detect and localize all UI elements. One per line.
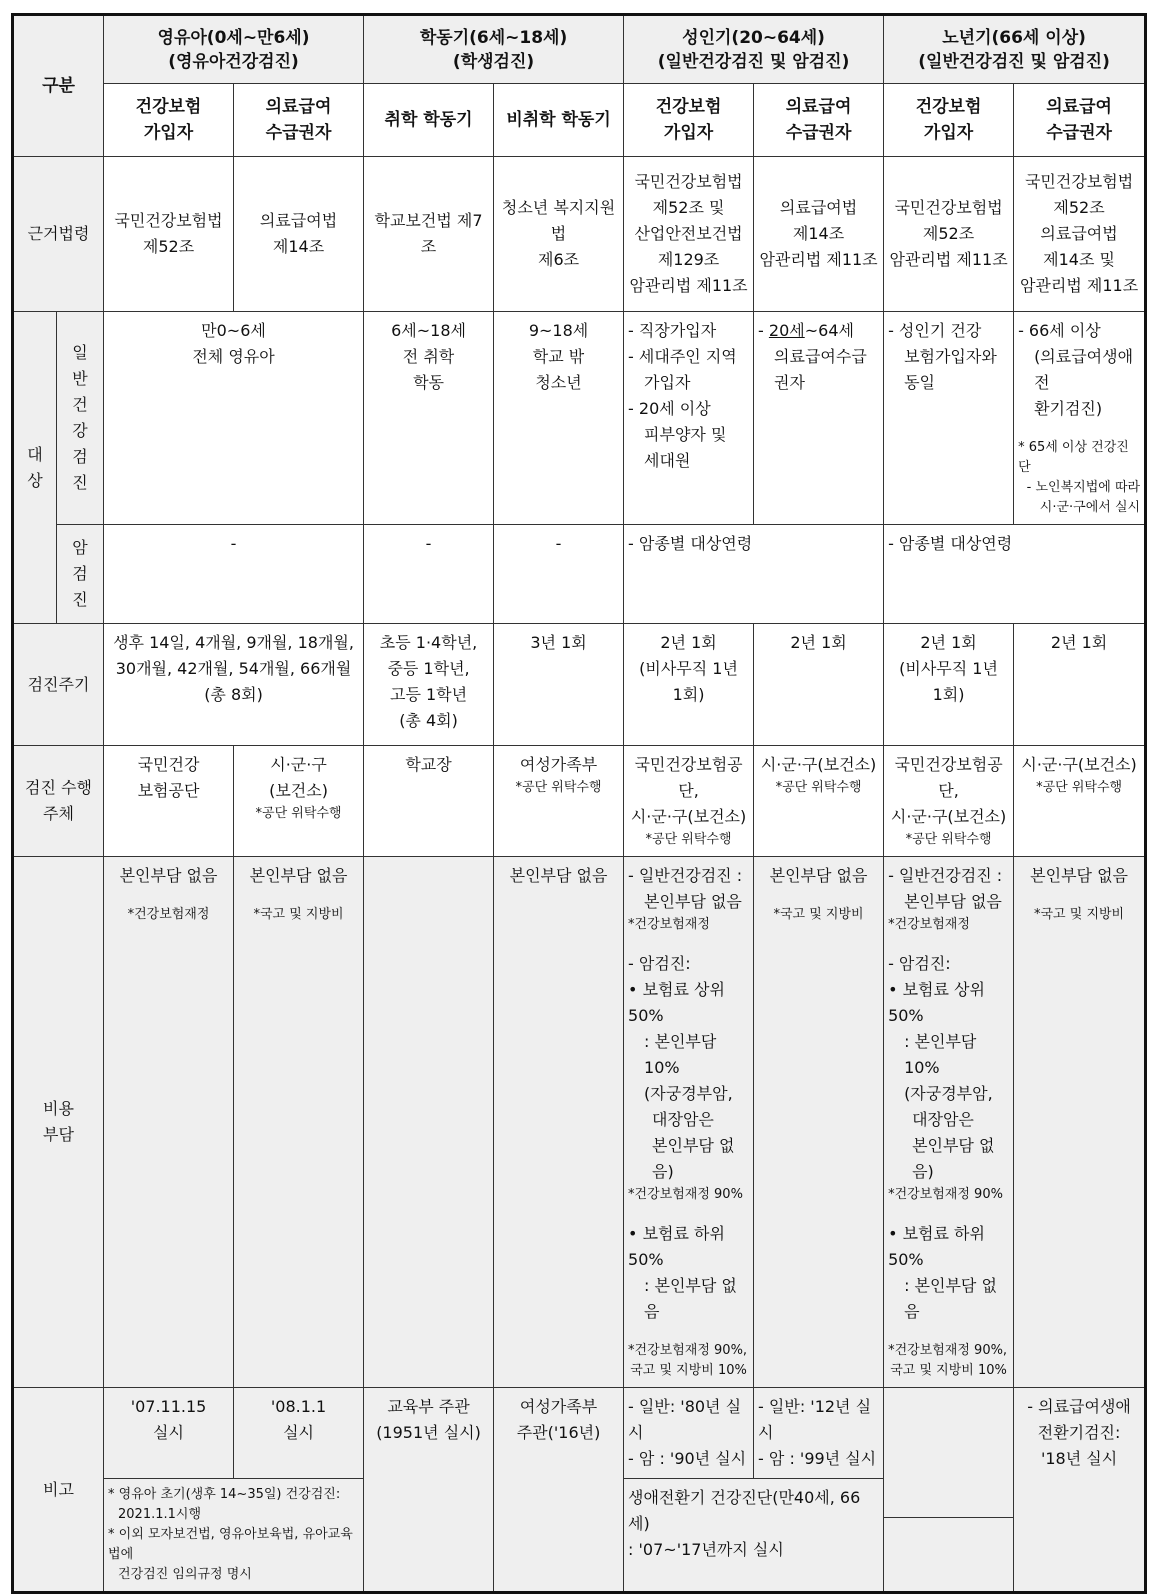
- sub-elder-ins: 건강보험 가입자: [884, 84, 1014, 157]
- cost-adult-ins: - 일반건강검진 : 본인부담 없음 *건강보험재정 - 암검진: • 보험료 상위 50% : 본인부담 10% (자궁경부암, 대장암은 본인부담 없음) *건강보험재정 90% • 보험료 하위 50% : 본인부담 없음 *건강보험재정 90%, 국고 및 지방비 10%: [624, 857, 754, 1388]
- remarks-elder-ins-bottom: [884, 1518, 1014, 1593]
- cycle-school-out: 3년 1회: [494, 624, 624, 746]
- sub-adult-ins: 건강보험 가입자: [624, 84, 754, 157]
- header-elderly: 노년기(66세 이상) (일반건강검진 및 암검진): [884, 15, 1146, 84]
- remarks-school-in: 교육부 주관 (1951년 실시): [364, 1388, 494, 1593]
- remarks-elder-ins: [884, 1388, 1014, 1518]
- agent-school-out: 여성가족부 *공단 위탁수행: [494, 746, 624, 857]
- header-infant: 영유아(0세~만6세) (영유아건강검진): [104, 15, 364, 84]
- law-adult-med: 의료급여법 제14조 암관리법 제11조: [754, 157, 884, 312]
- cancer-infant: -: [104, 525, 364, 624]
- cancer-school-out: -: [494, 525, 624, 624]
- row-label-law: 근거법령: [13, 157, 104, 312]
- cycle-school-in: 초등 1·4학년, 중등 1학년, 고등 1학년 (총 4회): [364, 624, 494, 746]
- law-elder-ins: 국민건강보험법 제52조 암관리법 제11조: [884, 157, 1014, 312]
- target-elder-med: - 66세 이상 (의료급여생애전 환기검진) * 65세 이상 건강진단 - 노인복지법에 따라 시·군·구에서 실시: [1014, 312, 1146, 525]
- row-label-cost: 비용 부담: [13, 857, 104, 1388]
- row-label-agent: 검진 수행 주체: [13, 746, 104, 857]
- header-school: 학동기(6세~18세) (학생검진): [364, 15, 624, 84]
- cycle-adult-ins: 2년 1회 (비사무직 1년 1회): [624, 624, 754, 746]
- remarks-infant-notes: * 영유아 초기(생후 14~35일) 건강검진: 2021.1.1시행 * 이외 모자보건법, 영유아보육법, 유아교육법에 건강검진 임의규정 명시: [104, 1479, 364, 1593]
- cancer-school-in: -: [364, 525, 494, 624]
- remarks-elder-med: - 의료급여생애 전환기검진: '18년 실시: [1014, 1388, 1146, 1593]
- cycle-elder-med: 2년 1회: [1014, 624, 1146, 746]
- agent-infant-med: 시·군·구 (보건소) *공단 위탁수행: [234, 746, 364, 857]
- remarks-adult-ins: - 일반: '80년 실시 - 암 : '90년 실시: [624, 1388, 754, 1479]
- cancer-elder: - 암종별 대상연령: [884, 525, 1146, 624]
- remarks-adult-med: - 일반: '12년 실시 - 암 : '99년 실시: [754, 1388, 884, 1479]
- cost-school-out: 본인부담 없음: [494, 857, 624, 1388]
- row-label-target: 대상: [13, 312, 57, 624]
- header-category: 구분: [13, 15, 104, 157]
- remarks-infant-med: '08.1.1 실시: [234, 1388, 364, 1479]
- cost-infant-ins: 본인부담 없음 *건강보험재정: [104, 857, 234, 1388]
- cost-school-in: [364, 857, 494, 1388]
- cost-elder-ins: - 일반건강검진 : 본인부담 없음 *건강보험재정 - 암검진: • 보험료 상위 50% : 본인부담 10% (자궁경부암, 대장암은 본인부담 없음) *건강보험재정 90% • 보험료 하위 50% : 본인부담 없음 *건강보험재정 90%, 국고 및 지방비 10%: [884, 857, 1014, 1388]
- target-school-in: 6세~18세 전 취학 학동: [364, 312, 494, 525]
- row-label-remarks: 비고: [13, 1388, 104, 1593]
- cost-infant-med: 본인부담 없음 *국고 및 지방비: [234, 857, 364, 1388]
- target-infant: 만0~6세 전체 영유아: [104, 312, 364, 525]
- cycle-infant: 생후 14일, 4개월, 9개월, 18개월, 30개월, 42개월, 54개월, 66개월 (총 8회): [104, 624, 364, 746]
- sub-infant-med: 의료급여 수급권자: [234, 84, 364, 157]
- cost-adult-med: 본인부담 없음 *국고 및 지방비: [754, 857, 884, 1388]
- agent-elder-med: 시·군·구(보건소) *공단 위탁수행: [1014, 746, 1146, 857]
- law-infant-ins: 국민건강보험법 제52조: [104, 157, 234, 312]
- remarks-infant-ins: '07.11.15 실시: [104, 1388, 234, 1479]
- target-adult-ins: - 직장가입자 - 세대주인 지역 가입자 - 20세 이상 피부양자 및 세대원: [624, 312, 754, 525]
- target-school-out: 9~18세 학교 밖 청소년: [494, 312, 624, 525]
- row-label-cycle: 검진주기: [13, 624, 104, 746]
- sub-school-out: 비취학 학동기: [494, 84, 624, 157]
- header-adult: 성인기(20~64세) (일반건강검진 및 암검진): [624, 15, 884, 84]
- row-label-general: 일반건강검진: [57, 312, 104, 525]
- sub-elder-med: 의료급여 수급권자: [1014, 84, 1146, 157]
- cost-elder-med: 본인부담 없음 *국고 및 지방비: [1014, 857, 1146, 1388]
- sub-school-in: 취학 학동기: [364, 84, 494, 157]
- cancer-adult: - 암종별 대상연령: [624, 525, 884, 624]
- remarks-transition: 생애전환기 건강진단(만40세, 66세) : '07~'17년까지 실시: [624, 1479, 884, 1593]
- agent-elder-ins: 국민건강보험공단, 시·군·구(보건소) *공단 위탁수행: [884, 746, 1014, 857]
- agent-adult-med: 시·군·구(보건소) *공단 위탁수행: [754, 746, 884, 857]
- agent-adult-ins: 국민건강보험공단, 시·군·구(보건소) *공단 위탁수행: [624, 746, 754, 857]
- law-adult-ins: 국민건강보험법 제52조 및 산업안전보건법 제129조 암관리법 제11조: [624, 157, 754, 312]
- agent-infant-ins: 국민건강 보험공단: [104, 746, 234, 857]
- cycle-elder-ins: 2년 1회 (비사무직 1년 1회): [884, 624, 1014, 746]
- law-school-out: 청소년 복지지원법 제6조: [494, 157, 624, 312]
- agent-school-in: 학교장: [364, 746, 494, 857]
- remarks-school-out: 여성가족부 주관('16년): [494, 1388, 624, 1593]
- law-elder-med: 국민건강보험법 제52조 의료급여법 제14조 및 암관리법 제11조: [1014, 157, 1146, 312]
- row-label-cancer: 암검진: [57, 525, 104, 624]
- health-checkup-table: [11, 13, 1147, 1594]
- cycle-adult-med: 2년 1회: [754, 624, 884, 746]
- sub-adult-med: 의료급여 수급권자: [754, 84, 884, 157]
- law-school-in: 학교보건법 제7조: [364, 157, 494, 312]
- sub-infant-ins: 건강보험 가입자: [104, 84, 234, 157]
- target-adult-med: - 20세~64세 의료급여수급권자: [754, 312, 884, 525]
- target-elder-ins: - 성인기 건강 보험가입자와 동일: [884, 312, 1014, 525]
- law-infant-med: 의료급여법 제14조: [234, 157, 364, 312]
